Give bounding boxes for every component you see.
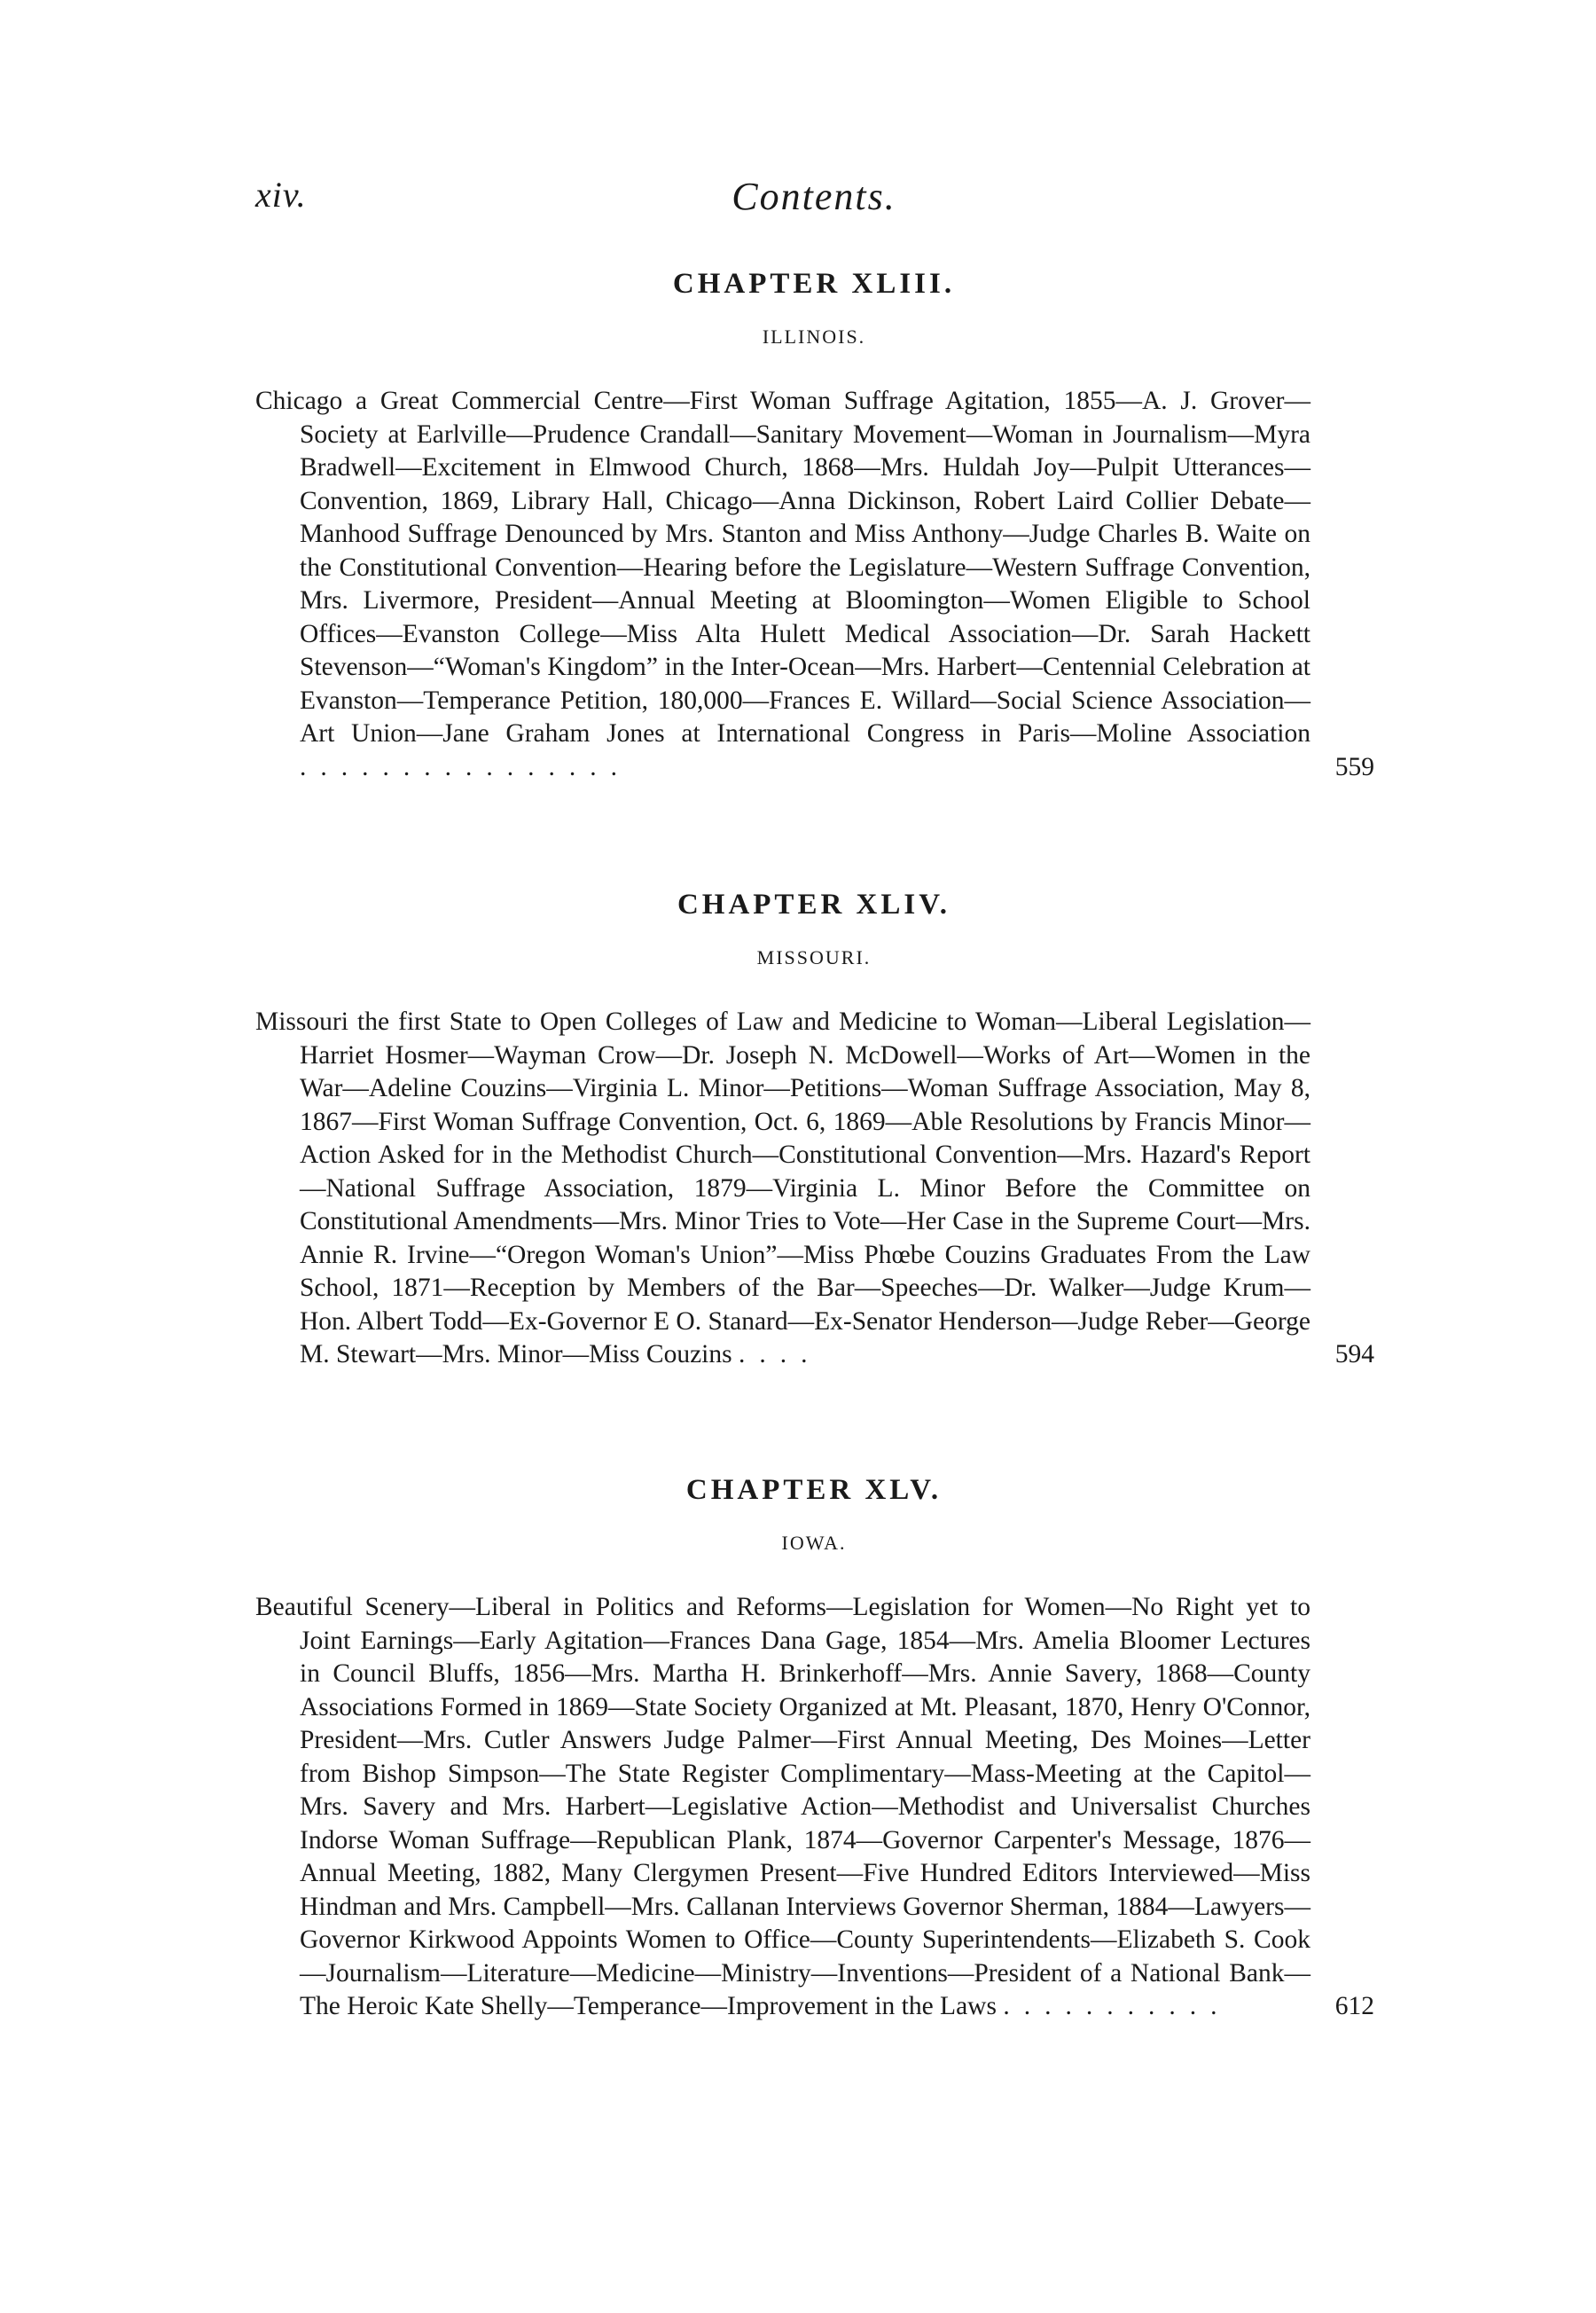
- chapter-heading: CHAPTER XLV.: [685, 1474, 943, 1506]
- page-number: xiv.: [255, 175, 307, 215]
- chapter-summary-block: [255, 1006, 1373, 1372]
- running-head: [255, 174, 1373, 227]
- chapter-summary-block: [255, 385, 1373, 784]
- chapter-summary: [255, 1006, 1310, 1372]
- dot-leader: ................: [300, 752, 631, 781]
- chapter-entry-xliv: [255, 887, 1373, 1398]
- chapter-subheading: IOWA.: [781, 1532, 847, 1554]
- chapter-summary: [255, 385, 1310, 784]
- chapter-entry-xliii: [255, 266, 1373, 811]
- running-title: Contents.: [732, 175, 896, 218]
- chapter-entry-xlv: [255, 1472, 1373, 2050]
- chapter-summary: [255, 1591, 1310, 2024]
- chapter-subheading: MISSOURI.: [756, 946, 872, 968]
- chapter-subheading: ILLINOIS.: [762, 325, 866, 348]
- chapter-heading: CHAPTER XLIV.: [677, 889, 951, 921]
- chapter-summary-text: Beautiful Scenery—Liberal in Politics and Reforms—Legislation for Women—No Right yet to Joint Earnings—Early Agitation—Frances Dana Gage, 1854—Mrs. Amelia Bloomer Lectures in Council Bluffs, 1856—Mrs. Martha H. Brinkerhoff—Mrs. Annie Savery, 1868—County Associations Formed in 1869—State Society Organized at Mt. Pleasant, 1870, Henry O'Connor, President—Mrs. Cutler Answers Judge Palmer—First Annual Meeting, Des Moines—Letter from Bishop Simpson—The State Register Complimentary—Mass-Meeting at the Capitol—Mrs. Savery and Mrs. Harbert—Legislative Action—Methodist and Universalist Churches Indorse Woman Suffrage—Republican Plank, 1874—Governor Carpenter's Message, 1876—Annual Meeting, 1882, Many Clergymen Present—Five Hundred Editors Interviewed—Miss Hindman and Mrs. Campbell—Mrs. Callanan Interviews Governor Sherman, 1884—Lawyers—Governor Kirkwood Appoints Women to Office—County Superintendents—Elizabeth S. Cook—Journalism—Literature—Medicine—Ministry—Inventions—President of a National Bank—The Heroic Kate Shelly—Temperance—Improvement in the Laws: [255, 1593, 1310, 2020]
- chapter-page-number: 612: [1334, 1992, 1374, 2020]
- chapter-summary-text: Missouri the first State to Open Colleges of Law and Medicine to Woman—Liberal Legislation—Harriet Hosmer—Wayman Crow—Dr. Joseph N. McDowell—Works of Art—Women in the War—Adeline Couzins—Virginia L. Minor—Petitions—Woman Suffrage Association, May 8, 1867—First Woman Suffrage Convention, Oct. 6, 1869—Able Resolutions by Francis Minor—Action Asked for in the Methodist Church—Constitutional Convention—Mrs. Hazard's Report—National Suffrage Association, 1879—Virginia L. Minor Before the Committee on Constitutional Amendments—Mrs. Minor Tries to Vote—Her Case in the Supreme Court—Mrs. Annie R. Irvine—“Oregon Woman's Union”—Miss Phœbe Couzins Graduates From the Law School, 1871—Reception by Members of the Bar—Speeches—Dr. Walker—Judge Krum—Hon. Albert Todd—Ex-Governor E O. Stanard—Ex-Senator Henderson—Judge Reber—George M. Stewart—Mrs. Minor—Miss Couzins: [255, 1008, 1310, 1368]
- dot-leader: ....: [738, 1340, 822, 1368]
- chapter-page-number: 594: [1334, 1340, 1374, 1368]
- chapter-page-number: 559: [1334, 752, 1374, 781]
- chapter-summary-text: Chicago a Great Commercial Centre—First Woman Suffrage Agitation, 1855—A. J. Grover—Society at Earlville—Prudence Crandall—Sanitary Movement—Woman in Journalism—Myra Bradwell—Excitement in Elmwood Church, 1868—Mrs. Huldah Joy—Pulpit Utterances—Convention, 1869, Library Hall, Chicago—Anna Dickinson, Robert Laird Collier Debate—Manhood Suffrage Denounced by Mrs. Stanton and Miss Anthony—Judge Charles B. Waite on the Constitutional Convention—Hearing before the Legislature—Western Suffrage Convention, Mrs. Livermore, President—Annual Meeting at Bloomington—Women Eligible to School Offices—Evanston College—Miss Alta Hulett Medical Association—Dr. Sarah Hackett Stevenson—“Woman's Kingdom” in the Inter-Ocean—Mrs. Harbert—Centennial Celebration at Evanston—Temperance Petition, 180,000—Frances E. Willard—Social Science Association—Art Union—Jane Graham Jones at International Congress in Paris—Moline Association: [255, 387, 1310, 748]
- dot-leader: ...........: [1003, 1992, 1232, 2020]
- chapter-summary-block: [255, 1591, 1373, 2024]
- chapter-heading: CHAPTER XLIII.: [672, 268, 956, 300]
